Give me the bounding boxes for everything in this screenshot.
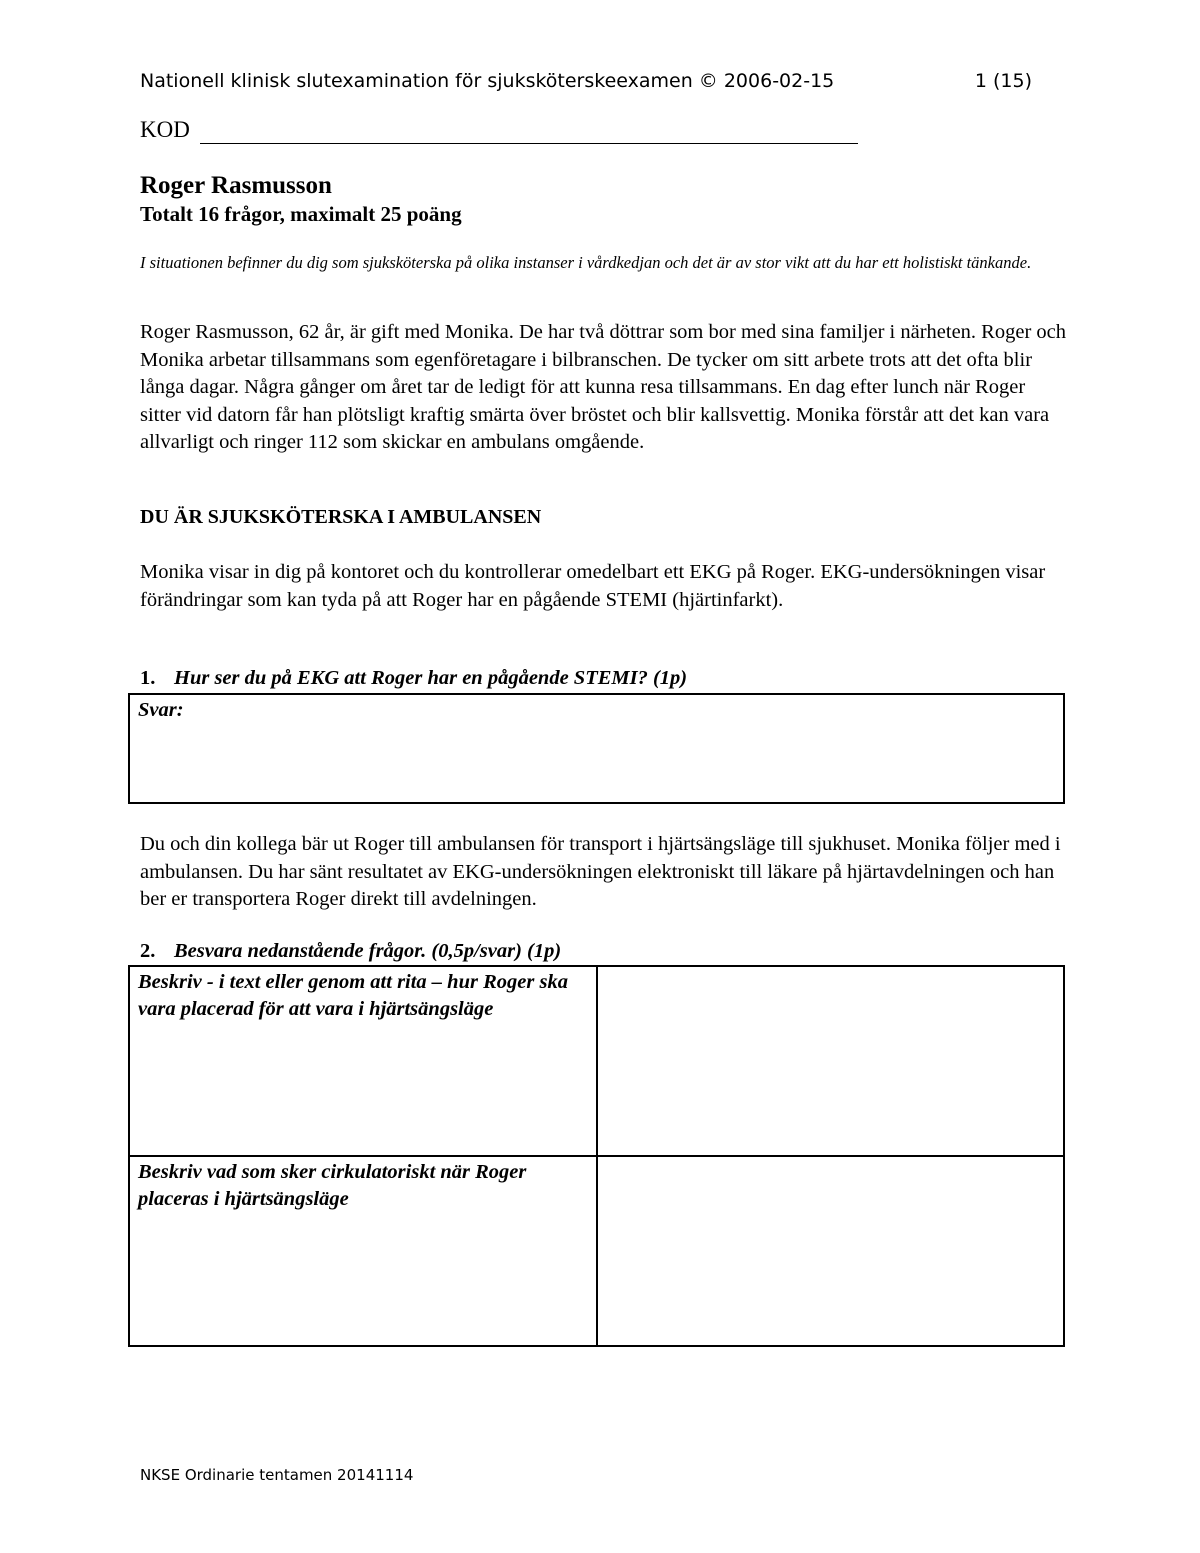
question-2 xyxy=(140,940,561,963)
page-number: 1 (15) xyxy=(974,70,1032,92)
table-row xyxy=(129,966,1064,1156)
case-title: Roger Rasmusson xyxy=(140,172,332,199)
question-2-number: 2. xyxy=(140,940,156,962)
kod-label: KOD xyxy=(140,117,190,142)
question-2b-prompt: Beskriv vad som sker cirkulatoriskt när Roger placeras i hjärtsängsläge xyxy=(129,1156,597,1346)
page-header xyxy=(140,70,1032,92)
case-paragraph-2: Monika visar in dig på kontoret och du kontrollerar omedelbart ett EKG på Roger. EKG-undersökningen visar förändringar som kan tyda på att Roger har en pågående STEMI (hjärtinfarkt). xyxy=(140,561,1046,611)
answer-label: Svar: xyxy=(138,699,184,721)
question-1-text: Hur ser du på EKG att Roger har en pågående STEMI? (1p) xyxy=(174,667,688,689)
section-heading: DU ÄR SJUKSKÖTERSKA I AMBULANSEN xyxy=(140,506,542,528)
case-paragraph-1: Roger Rasmusson, 62 år, är gift med Monika. De har två döttrar som bor med sina familjer i närheten. Roger och Monika arbetar tillsammans som egenföretagare i bilbranschen. De tycker om sitt arbete trots att det ofta blir långa dagar. Några gånger om året tar de ledigt för att kunna resa tillsammans. En dag efter lunch när Roger sitter vid datorn får han plötsligt kraftig smärta över bröstet och blir kallsvettig. Monika förstår att det kan vara allvarligt och ringer 112 som skickar en ambulans omgående. xyxy=(140,321,1066,453)
question-2a-prompt: Beskriv - i text eller genom att rita – hur Roger ska vara placerad för att vara i hjärtsängsläge xyxy=(129,966,597,1156)
question-2a-answer-cell[interactable] xyxy=(597,966,1064,1156)
page-footer: NKSE Ordinarie tentamen 20141114 xyxy=(140,1466,414,1484)
header-title: Nationell klinisk slutexamination för sjuksköterskeexamen © 2006-02-15 xyxy=(140,70,835,92)
answer-box-1[interactable] xyxy=(128,693,1065,804)
question-1-number: 1. xyxy=(140,667,156,689)
kod-input-line[interactable] xyxy=(200,143,858,144)
intro-text: I situationen befinner du dig som sjuksköterska på olika instanser i vårdkedjan och det är av stor vikt att du har ett holistiskt tänkande. xyxy=(140,253,1032,272)
case-paragraph-3: Du och din kollega bär ut Roger till ambulansen för transport i hjärtsängsläge till sjukhuset. Monika följer med i ambulansen. Du har sänt resultatet av EKG-undersökningen elektroniskt till läkare på hjärtavdelningen och han ber er transportera Roger direkt till avdelningen. xyxy=(140,833,1061,910)
question-2-table xyxy=(128,965,1065,1347)
question-1 xyxy=(140,667,687,690)
case-summary: Totalt 16 frågor, maximalt 25 poäng xyxy=(140,202,462,226)
table-row xyxy=(129,1156,1064,1346)
question-2-text: Besvara nedanstående frågor. (0,5p/svar) (1p) xyxy=(174,940,562,962)
question-2b-answer-cell[interactable] xyxy=(597,1156,1064,1346)
